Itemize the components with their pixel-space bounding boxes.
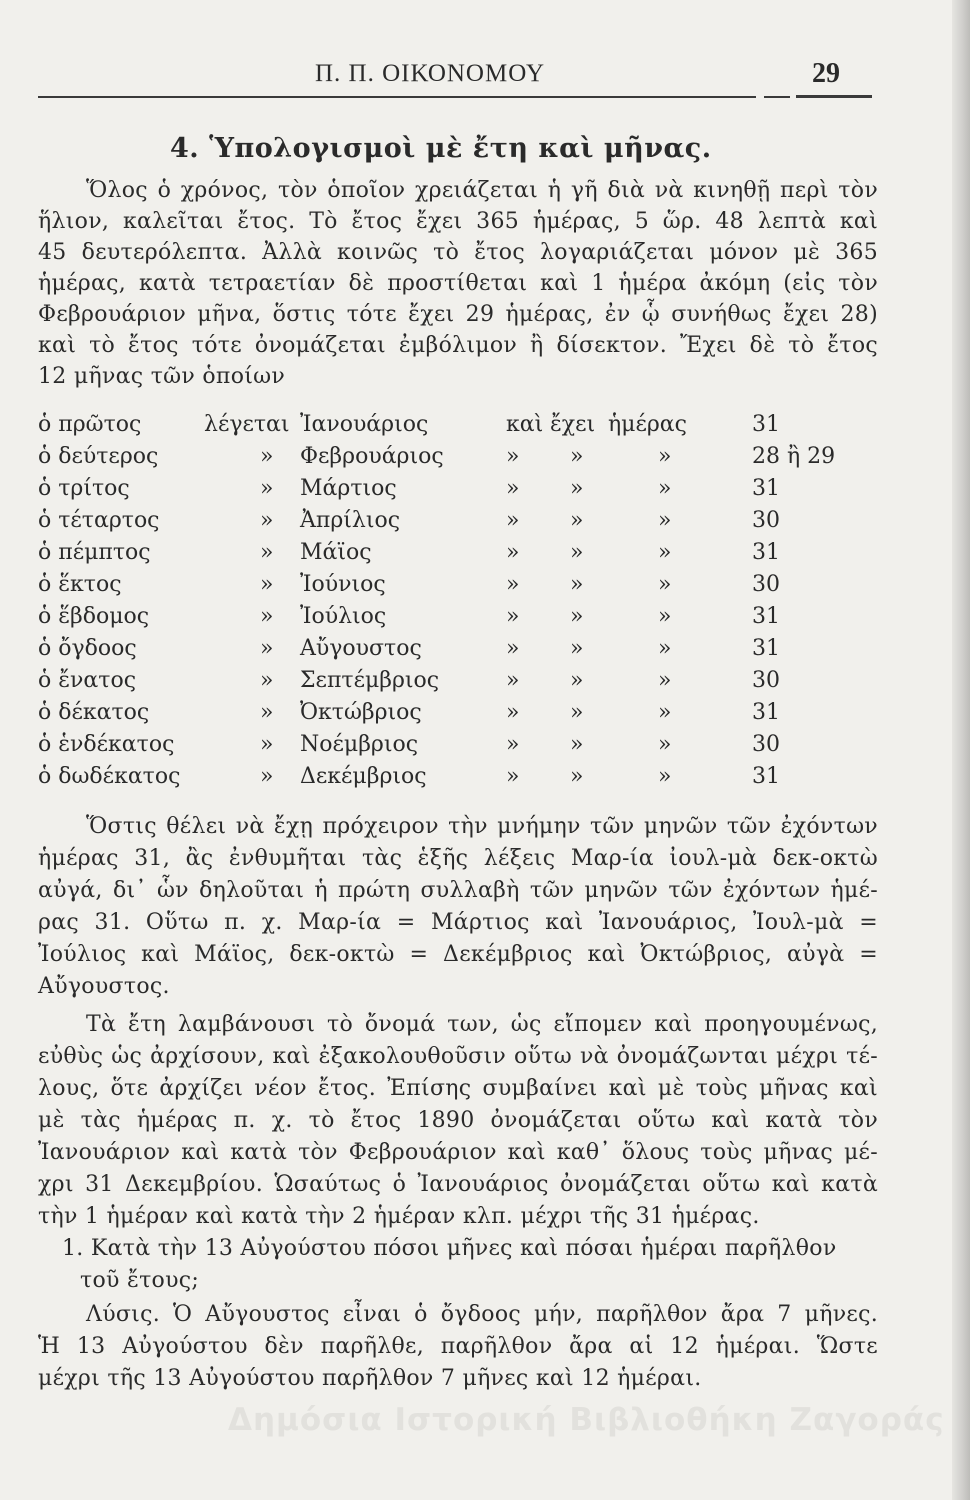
ditto-cell: » [570, 604, 584, 629]
solution-line: Λύσις. Ὁ Αὔγουστος εἶναι ὁ ὄγδοος μήν, παρῆλθον ἄρα 7 μῆνες. [86, 1302, 878, 1327]
month-cell: Σεπτέμβριος [300, 668, 440, 693]
ditto-cell: » [658, 540, 672, 565]
days-cell: 31 [752, 476, 780, 501]
days-cell: 30 [752, 732, 780, 757]
ditto-cell: » [260, 636, 274, 661]
table-row [38, 700, 878, 730]
naming-line: Ἰανουάριον καὶ κατὰ τὸν Φεβρουάριον καὶ καθ᾽ ὅλους τοὺς μῆνας μέ- [38, 1140, 878, 1165]
month-cell: Ὀκτώβριος [300, 700, 422, 725]
intro-line: 12 μῆνας τῶν ὁποίων [38, 364, 286, 389]
problem-line: 1. Κατὰ τὴν 13 Αὐγούστου πόσοι μῆνες καὶ πόσαι ἡμέραι παρῆλθον [62, 1236, 837, 1261]
running-head-title: Π. Π. ΟΙΚΟΝΟΜΟΥ [315, 60, 546, 87]
table-row [38, 508, 878, 538]
ordinal-cell: ὁ δωδέκατος [38, 764, 181, 789]
header-rule-short [764, 96, 790, 98]
ditto-cell: » [506, 476, 520, 501]
ditto-cell: » [260, 508, 274, 533]
ordinal-cell: ὁ τέταρτος [38, 508, 160, 533]
ditto-cell: » [506, 668, 520, 693]
ditto-cell: » [570, 668, 584, 693]
table-row [38, 572, 878, 602]
month-cell: Φεβρουάριος [300, 444, 444, 469]
days-cell: 31 [752, 764, 780, 789]
ditto-cell: » [658, 700, 672, 725]
ditto-cell: » [506, 700, 520, 725]
days-cell: 31 [752, 412, 780, 437]
ordinal-cell: ὁ δεύτερος [38, 444, 159, 469]
intro-line: καὶ τὸ ἔτος τότε ὀνομάζεται ἐμβόλιμον ἢ δίσεκτον. Ἔχει δὲ τὸ ἔτος [38, 333, 878, 358]
days-cell: 31 [752, 636, 780, 661]
verb2-cell: ἔχει [550, 412, 596, 437]
ordinal-cell: ὁ ἑνδέκατος [38, 732, 175, 757]
days-cell: 31 [752, 540, 780, 565]
ditto-cell: » [570, 700, 584, 725]
days-cell: 31 [752, 700, 780, 725]
ditto-cell: » [506, 572, 520, 597]
solution-line: Ἡ 13 Αὐγούστου δὲν παρῆλθε, παρῆλθον ἄρα αἱ 12 ἡμέραι. Ὥστε [38, 1334, 878, 1359]
verb-cell: λέγεται [204, 412, 290, 437]
mnemonic-line: αὐγά, δι᾽ ὧν δηλοῦται ἡ πρώτη συλλαβὴ τῶν μηνῶν τῶν ἐχόντων ἡμέ- [38, 878, 878, 903]
mnemonic-line: Αὔγουστος. [38, 974, 170, 999]
ditto-cell: » [260, 700, 274, 725]
ditto-cell: » [658, 764, 672, 789]
ditto-cell: » [658, 636, 672, 661]
ditto-cell: » [658, 444, 672, 469]
month-cell: Δεκέμβριος [300, 764, 427, 789]
ditto-cell: » [506, 540, 520, 565]
conj-cell: καὶ [506, 412, 544, 437]
ditto-cell: » [658, 604, 672, 629]
intro-line: 45 δευτερόλεπτα. Ἀλλὰ κοινῶς τὸ ἔτος λογαριάζεται μόνον μὲ 365 [38, 240, 878, 265]
month-cell: Μάϊος [300, 540, 372, 565]
days-cell: 30 [752, 668, 780, 693]
section-heading: 4. Ὑπολογισμοὶ μὲ ἔτη καὶ μῆνας. [170, 133, 712, 164]
ditto-cell: » [260, 444, 274, 469]
ditto-cell: » [570, 476, 584, 501]
ordinal-cell: ὁ ἔνατος [38, 668, 137, 693]
table-row [38, 668, 878, 698]
library-watermark: Δημόσια Ιστορική Βιβλιοθήκη Ζαγοράς [228, 1402, 945, 1438]
table-row [38, 444, 878, 474]
month-cell: Νοέμβριος [300, 732, 419, 757]
header-rule [38, 96, 756, 98]
ordinal-cell: ὁ πρῶτος [38, 412, 142, 437]
intro-line: ἡμέρας, κατὰ τετραετίαν δὲ προστίθεται καὶ 1 ἡμέρα ἀκόμη (εἰς τὸν [38, 271, 878, 296]
ditto-cell: » [260, 572, 274, 597]
naming-line: μὲ τὰς ἡμέρας π. χ. τὸ ἔτος 1890 ὀνομάζεται οὕτω καὶ κατὰ τὸν [38, 1108, 878, 1133]
ditto-cell: » [260, 668, 274, 693]
ditto-cell: » [570, 508, 584, 533]
table-row [38, 732, 878, 762]
page-number: 29 [812, 58, 840, 89]
ordinal-cell: ὁ ἕβδομος [38, 604, 150, 629]
naming-line: λους, ὅτε ἀρχίζει νέον ἔτος. Ἐπίσης συμβαίνει καὶ μὲ τοὺς μῆνας καὶ [38, 1076, 878, 1101]
naming-line: χρι 31 Δεκεμβρίου. Ὡσαύτως ὁ Ἰανουάριος ὀνομάζεται οὕτω καὶ κατὰ [38, 1172, 878, 1197]
ditto-cell: » [506, 764, 520, 789]
ditto-cell: » [570, 444, 584, 469]
days-cell: 30 [752, 572, 780, 597]
table-row [38, 476, 878, 506]
ordinal-cell: ὁ τρίτος [38, 476, 130, 501]
month-cell: Ἰούλιος [300, 604, 387, 629]
ordinal-cell: ὁ δέκατος [38, 700, 150, 725]
table-row [38, 764, 878, 794]
ditto-cell: » [570, 540, 584, 565]
ditto-cell: » [658, 476, 672, 501]
intro-line: Φεβρουάριον μῆνα, ὅστις τότε ἔχει 29 ἡμέρας, ἐν ᾧ συνήθως ἔχει 28) [38, 302, 878, 327]
ordinal-cell: ὁ ὄγδοος [38, 636, 137, 661]
ditto-cell: » [260, 604, 274, 629]
ditto-cell: » [506, 636, 520, 661]
table-row [38, 412, 878, 442]
month-cell: Ἰανουάριος [300, 412, 429, 437]
mnemonic-line: ἡμέρας 31, ἂς ἐνθυμῆται τὰς ἑξῆς λέξεις Μαρ-ία ἰουλ-μὰ δεκ-οκτὼ [38, 846, 878, 871]
naming-line: εὐθὺς ὡς ἀρχίσουν, καὶ ἐξακολουθοῦσιν οὕτω νὰ ὀνομάζωνται μέχρι τέ- [38, 1044, 878, 1069]
ditto-cell: » [570, 764, 584, 789]
table-row [38, 636, 878, 666]
month-cell: Ἰούνιος [300, 572, 386, 597]
ditto-cell: » [260, 476, 274, 501]
table-row [38, 604, 878, 634]
ditto-cell: » [570, 572, 584, 597]
days-cell: 28 ἢ 29 [752, 444, 836, 469]
ditto-cell: » [506, 444, 520, 469]
mnemonic-line: Ἰούλιος καὶ Μάϊος, δεκ-οκτὼ = Δεκέμβριος καὶ Ὀκτώβριος, αὐγὰ = [38, 942, 878, 967]
ditto-cell: » [506, 508, 520, 533]
ordinal-cell: ὁ πέμπτος [38, 540, 151, 565]
problem-line: τοῦ ἔτους; [80, 1268, 200, 1293]
intro-line: ἥλιον, καλεῖται ἔτος. Τὸ ἔτος ἔχει 365 ἡμέρας, 5 ὥρ. 48 λεπτὰ καὶ [38, 209, 878, 234]
naming-line: Τὰ ἔτη λαμβάνουσι τὸ ὄνομά των, ὡς εἴπομεν καὶ προηγουμένως, [86, 1012, 878, 1037]
ditto-cell: » [506, 732, 520, 757]
mnemonic-line: Ὅστις θέλει νὰ ἔχῃ πρόχειρον τὴν μνήμην τῶν μηνῶν τῶν ἐχόντων [86, 814, 878, 839]
ordinal-cell: ὁ ἕκτος [38, 572, 122, 597]
ditto-cell: » [260, 540, 274, 565]
table-row [38, 540, 878, 570]
page-edge-shadow [952, 0, 970, 1500]
header-rule-right [796, 95, 872, 98]
month-cell: Ἀπρίλιος [300, 508, 401, 533]
ditto-cell: » [658, 732, 672, 757]
noun-cell: ἡμέρας [608, 412, 687, 437]
days-cell: 30 [752, 508, 780, 533]
ditto-cell: » [658, 668, 672, 693]
month-cell: Αὔγουστος [300, 636, 422, 661]
intro-line: Ὅλος ὁ χρόνος, τὸν ὁποῖον χρειάζεται ἡ γῆ διὰ νὰ κινηθῇ περὶ τὸν [86, 178, 878, 203]
running-head [0, 58, 950, 92]
month-cell: Μάρτιος [300, 476, 397, 501]
ditto-cell: » [658, 572, 672, 597]
ditto-cell: » [506, 604, 520, 629]
solution-line: μέχρι τῆς 13 Αὐγούστου παρῆλθον 7 μῆνες καὶ 12 ἡμέραι. [38, 1366, 702, 1391]
ditto-cell: » [570, 636, 584, 661]
naming-line: τὴν 1 ἡμέραν καὶ κατὰ τὴν 2 ἡμέραν κλπ. μέχρι τῆς 31 ἡμέρας. [38, 1204, 760, 1229]
ditto-cell: » [658, 508, 672, 533]
mnemonic-line: ρας 31. Οὕτω π. χ. Μαρ-ία = Μάρτιος καὶ Ἰανουάριος, Ἰουλ-μὰ = [38, 910, 878, 935]
ditto-cell: » [260, 732, 274, 757]
ditto-cell: » [260, 764, 274, 789]
days-cell: 31 [752, 604, 780, 629]
ditto-cell: » [570, 732, 584, 757]
